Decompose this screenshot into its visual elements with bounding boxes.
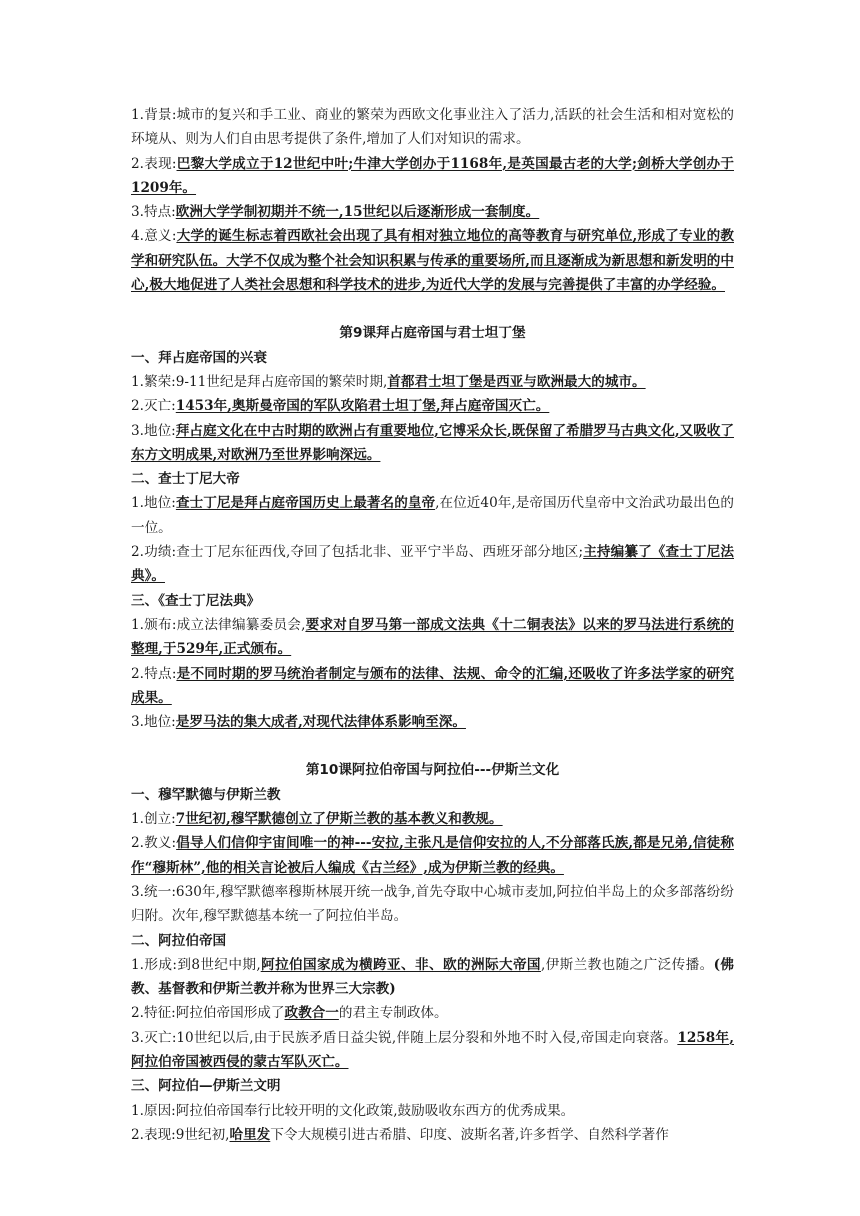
paragraph [131, 807, 734, 831]
paragraph [131, 831, 734, 880]
paragraph [131, 419, 734, 468]
paragraph [131, 491, 734, 540]
lesson-title [131, 758, 734, 782]
body-text: 1.背景:城市的复兴和手工业、商业的繁荣为西欧文化事业注入了活力,活跃的社会生活和相对宽松的环境从、则为人们自由思考提供了条件,增加了人们对知识的需求。 [131, 107, 734, 148]
body-text: 3.统一:630年,穆罕默德率穆斯林展开统一战争,首先夺取中心城市麦加,阿拉伯半岛上的众多部落纷纷归附。次年,穆罕默德基本统一了阿拉伯半岛。 [131, 883, 734, 925]
paragraph [131, 394, 734, 418]
body-text: 2.教义: [131, 835, 177, 852]
paragraph [131, 710, 734, 734]
lesson-title [131, 321, 734, 345]
section-heading [131, 1074, 734, 1098]
body-text: 1.颁布:成立法律编纂委员会, [131, 616, 306, 633]
key-point-text: 查士丁尼是拜占庭帝国历史上最著名的皇帝 [175, 495, 436, 512]
body-text: 2.表现:9世纪初, [131, 1126, 230, 1143]
body-text: 下令大规模引进古希腊、印度、波斯名著,许多哲学、自然科学著作 [270, 1126, 669, 1143]
body-text: 3.特点: [131, 204, 176, 221]
body-text: 一、穆罕默德与伊斯兰教 [131, 786, 281, 803]
paragraph [131, 103, 734, 152]
body-text: 第10课阿拉伯帝国与阿拉伯---伊斯兰文化 [305, 762, 560, 779]
body-text: 三、阿拉伯—伊斯兰文明 [131, 1078, 281, 1095]
key-point-text: 1258年,阿拉伯帝国被西侵的蒙古军队灭亡。 [131, 1029, 734, 1070]
body-text: 二、阿拉伯帝国 [131, 932, 227, 949]
body-text: 3.地位: [131, 714, 176, 731]
key-point-text: 哈里发 [229, 1126, 271, 1143]
body-text: 2.灭亡: [131, 398, 176, 415]
key-point-text: 欧洲大学学制初期并不统一,15世纪以后逐渐形成一套制度。 [175, 204, 540, 221]
body-text: 1.原因:阿拉伯帝国奉行比较开明的文化政策,鼓励吸收东西方的优秀成果。 [131, 1102, 575, 1119]
body-text: 3.地位: [131, 422, 176, 439]
section-heading [131, 346, 734, 370]
body-text: 4.意义: [131, 228, 177, 245]
body-text: 1.形成:到8世纪中期, [131, 956, 261, 973]
body-text: 2.特征:阿拉伯帝国形成了 [131, 1005, 285, 1022]
section-heading [131, 929, 734, 953]
paragraph [131, 662, 734, 711]
body-text: ,伊斯兰教也随之广泛传播。 [540, 956, 714, 973]
paragraph [131, 370, 734, 394]
key-point-text: 大学的诞生标志着西欧社会出现了具有相对独立地位的高等教育与研究单位,形成了专业的教学和研究队伍。大学不仅成为整个社会知识积累与传承的重要场所,而且逐渐成为新思想和新发明的中心,极大地促进了人类社会思想和科学技术的进步,为近代大学的发展与完善提供了丰富的办学经验。 [131, 228, 734, 294]
section-heading [131, 467, 734, 491]
body-text: 2.功绩:查士丁尼东征西伐,夺回了包括北非、亚平宁半岛、西班牙部分地区; [131, 544, 584, 561]
key-point-text: 倡导人们信仰宇宙间唯一的神---安拉,主张凡是信仰安拉的人,不分部落氏族,都是兄弟,信徒称作“穆斯林”,他的相关言论被后人编成《古兰经》,成为伊斯兰教的经典。 [131, 835, 734, 876]
body-text: 1.创立: [131, 811, 176, 828]
body-text: 3.灭亡:10世纪以后,由于民族矛盾日益尖锐,伴随上层分裂和外地不时入侵,帝国走向衰落。 [131, 1029, 678, 1046]
body-text: 2.表现: [131, 155, 177, 172]
key-point-text: 是不同时期的罗马统治者制定与颁布的法律、法规、命令的汇编,还吸收了许多法学家的研究成果。 [131, 665, 734, 706]
key-point-text: 首都君士坦丁堡是西亚与欧洲最大的城市。 [387, 373, 646, 390]
paragraph [131, 1099, 734, 1123]
section-heading [131, 589, 734, 613]
key-point-text: 政教合一 [284, 1005, 339, 1022]
body-text: 三、《查士丁尼法典》 [131, 592, 261, 609]
paragraph [131, 540, 734, 589]
spacer [131, 297, 734, 321]
body-text: 二、查士丁尼大帝 [131, 471, 240, 488]
paragraph [131, 613, 734, 662]
paragraph [131, 152, 734, 201]
body-text: 一、拜占庭帝国的兴衰 [131, 349, 267, 366]
paragraph [131, 880, 734, 929]
paragraph [131, 1001, 734, 1025]
body-text: 的君主专制政体。 [338, 1005, 448, 1022]
paragraph [131, 1123, 734, 1147]
key-point-text: 主持编纂了《查士丁尼法典》。 [131, 544, 734, 585]
key-point-text: 是罗马法的集大成者,对现代法律体系影响至深。 [175, 714, 466, 731]
body-text: 1.繁荣:9-11世纪是拜占庭帝国的繁荣时期, [131, 373, 388, 390]
paragraph [131, 200, 734, 224]
key-point-text: 7世纪初,穆罕默德创立了伊斯兰教的基本教义和教规。 [175, 811, 503, 828]
paragraph [131, 953, 734, 1002]
body-text: 1.地位: [131, 495, 176, 512]
spacer [131, 734, 734, 758]
section-heading [131, 783, 734, 807]
body-text: 2.特点: [131, 665, 177, 682]
key-point-text: 阿拉伯国家成为横跨亚、非、欧的洲际大帝国 [260, 956, 541, 973]
document-page [131, 103, 734, 1147]
key-point-text: 拜占庭文化在中古时期的欧洲占有重要地位,它博采众长,既保留了希腊罗马古典文化,又吸收了东方文明成果,对欧洲乃至世界影响深远。 [131, 422, 734, 463]
key-point-text: 要求对自罗马第一部成文法典《十二铜表法》以来的罗马法进行系统的整理,于529年,正式颁布。 [131, 616, 735, 658]
paragraph [131, 1026, 734, 1075]
body-text: ,在位近40年,是帝国历代皇帝中文治武功最出色的一位。 [131, 495, 734, 536]
key-point-text: 1453年,奥斯曼帝国的军队攻陷君士坦丁堡,拜占庭帝国灭亡。 [175, 398, 550, 415]
bold-note: (佛教、基督教和伊斯兰教并称为世界三大宗教) [131, 956, 735, 998]
paragraph [131, 224, 734, 297]
key-point-text: 巴黎大学成立于12世纪中叶;牛津大学创办于1168年,是英国最古老的大学;剑桥大学创办于1209年。 [131, 155, 734, 196]
body-text: 第9课拜占庭帝国与君士坦丁堡 [339, 325, 526, 342]
